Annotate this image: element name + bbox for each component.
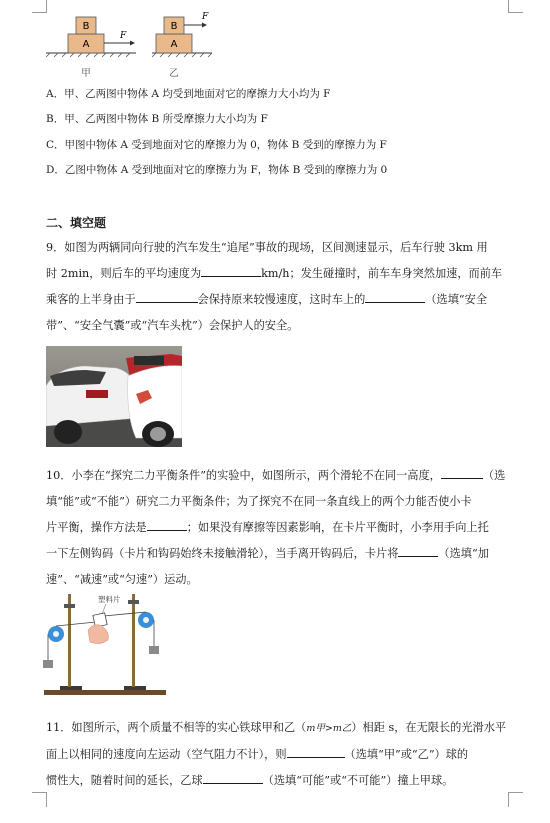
crop-mark-bottom-left bbox=[32, 792, 47, 807]
q11-line-3-a: 惯性大，随着时间的延长，乙球 bbox=[46, 774, 203, 787]
weight-right bbox=[149, 646, 159, 654]
pulley-apparatus bbox=[40, 590, 170, 702]
figure-label-jia: 甲 bbox=[81, 68, 91, 79]
option-b: B．甲、乙两图中物体 B 所受摩擦力大小均为 F bbox=[46, 113, 268, 125]
q9-line-2 bbox=[46, 261, 508, 287]
q10-blank-can[interactable] bbox=[441, 465, 483, 479]
q9-blank-device[interactable] bbox=[365, 289, 425, 303]
q9-blank-inertia[interactable] bbox=[136, 289, 198, 303]
figure-label-yi: 乙 bbox=[169, 68, 179, 79]
block-b-yi-label: B bbox=[170, 21, 178, 32]
q9-blank-speed[interactable] bbox=[201, 263, 261, 277]
q10-line-2: 填“能”或“不能”）研究二力平衡条件；为了探究不在同一条直线上的两个力能否使小卡 bbox=[46, 495, 472, 508]
q9-line-4: 带”、“安全气囊”或“汽车头枕”）会保护人的安全。 bbox=[46, 319, 299, 332]
q11-line-1-b: ）相距 s，在无限长的光滑水平 bbox=[351, 721, 507, 734]
q10-line-3 bbox=[46, 515, 508, 541]
block-a-jia-label: A bbox=[82, 39, 90, 50]
q10-line-4 bbox=[46, 541, 508, 567]
q11-line-1-a: 11．如图所示，两个质量不相等的实心铁球甲和乙（ bbox=[46, 721, 307, 734]
q9-line-2-a: 时 2min，则后车的平均速度为 bbox=[46, 267, 202, 280]
section-title: 二、填空题 bbox=[46, 216, 107, 230]
q10-line-1 bbox=[46, 463, 508, 489]
option-c: C．甲图中物体 A 受到地面对它的摩擦力为 0，物体 B 受到的摩擦力为 F bbox=[46, 139, 387, 151]
plastic-card-label: 塑料片 bbox=[98, 595, 121, 604]
question-10 bbox=[46, 463, 508, 593]
q10-line-3-b: ；如果没有摩擦等因素影响，在卡片平衡时，小李用手向上托 bbox=[186, 521, 489, 534]
q10-line-1-b: （选 bbox=[482, 469, 506, 482]
q10-line-3-a: 片平衡，操作方法是 bbox=[46, 521, 147, 534]
option-a: A．甲、乙两图中物体 A 均受到地面对它的摩擦力大小均为 F bbox=[46, 88, 331, 100]
q10-line-1-a: 10．小李在“探究二力平衡条件”的实验中，如图所示，两个滑轮不在同一高度， bbox=[46, 469, 441, 482]
q11-blank-collide[interactable] bbox=[203, 770, 263, 784]
crop-mark-bottom-right bbox=[508, 792, 523, 807]
q9-line-3-a: 乘客的上半身由于 bbox=[46, 293, 136, 306]
q9-line-1: 9．如图为两辆同向行驶的汽车发生“追尾”事故的现场，区间测速显示，后车行驶 3km 用 bbox=[46, 241, 488, 254]
q10-line-4-b: （选填“加 bbox=[438, 547, 489, 560]
weight-left bbox=[43, 660, 53, 668]
q11-line-3 bbox=[46, 768, 508, 794]
q9-line-3-b: 会保持原来较慢速度，这时车上的 bbox=[197, 293, 366, 306]
hand bbox=[88, 625, 108, 644]
q9-line-2-b: km/h；发生碰撞时，前车车身突然加速，而前车 bbox=[261, 267, 503, 280]
question-9 bbox=[46, 235, 508, 339]
q10-line-5: 速”、“减速”或“匀速”）运动。 bbox=[46, 573, 198, 586]
q11-line-3-b: （选填“可能”或“不可能”）撞上甲球。 bbox=[262, 774, 454, 787]
q11-line-2-a: 面上以相同的速度向左运动（空气阻力不计），则 bbox=[46, 748, 287, 761]
question-11 bbox=[46, 715, 508, 794]
force-label-jia: F bbox=[120, 31, 127, 41]
q10-line-4-a: 一下左侧钩码（卡片和钩码始终未接触滑轮），当手离开钩码后，卡片将 bbox=[46, 547, 399, 560]
q10-blank-method[interactable] bbox=[147, 517, 187, 531]
force-label-yi: F bbox=[202, 12, 209, 22]
q10-blank-motion[interactable] bbox=[398, 543, 438, 557]
q11-line-1 bbox=[46, 715, 508, 742]
q11-line-2-b: （选填“甲”或“乙”）球的 bbox=[344, 748, 469, 761]
q11-blank-inertia[interactable] bbox=[287, 744, 345, 758]
block-b-jia-label: B bbox=[82, 21, 90, 32]
crash-photo bbox=[46, 346, 182, 447]
q9-line-3 bbox=[46, 287, 508, 313]
q11-line-2 bbox=[46, 742, 508, 768]
q11-mass-relation: m甲>m乙 bbox=[306, 723, 352, 734]
q9-line-3-c: （选填“安全 bbox=[425, 293, 488, 306]
crop-mark-top-right bbox=[508, 0, 523, 13]
blocks-figure bbox=[44, 6, 214, 86]
block-a-yi-label: A bbox=[170, 39, 178, 50]
option-d: D．乙图中物体 A 受到地面对它的摩擦力为 F，物体 B 受到的摩擦力为 0 bbox=[46, 164, 388, 176]
